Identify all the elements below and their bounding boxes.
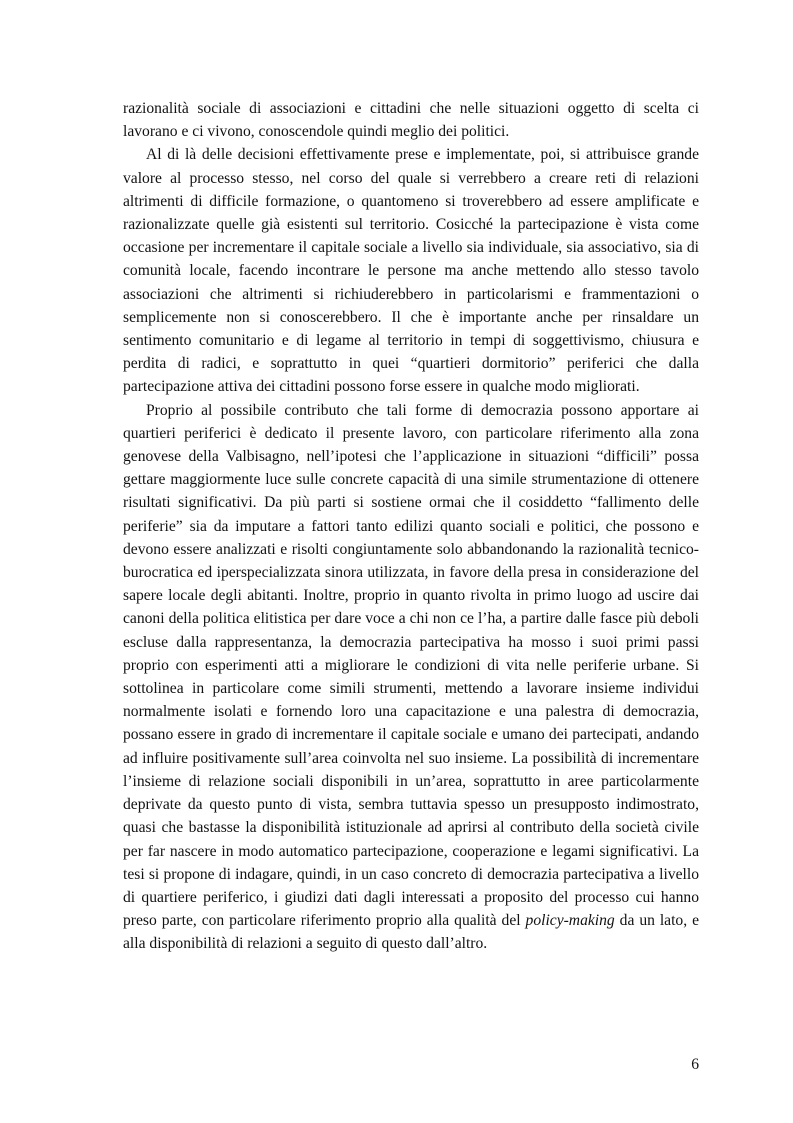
page-number: 6 [691, 1056, 699, 1073]
paragraph-continuation: razionalità sociale di associazioni e cittadini che nelle situazioni oggetto di scelta ci lavorano e ci vivono, conoscendole quindi meglio dei politici. [123, 100, 699, 141]
paragraph-process-value: Al di là delle decisioni effettivamente prese e implementate, poi, si attribuisce grande valore al processo stesso, nel corso del quale si verrebbero a creare reti di relazioni altrimenti di difficile formazione, o quantomeno si troverebbero ad essere amplificate e razionalizzate quelle già esistenti sul territorio. Cosicché la partecipazione è vista come occasione per incrementare il capitale sociale a livello sia individuale, sia associativo, sia di comunità locale, facendo incontrare le persone ma anche mettendo allo stesso tavolo associazioni che altrimenti si richiuderebbero in particolarismi e frammentazioni o semplicemente non si conoscerebbero. Il che è importante anche per rinsaldare un sentimento comunitario e di legame al territorio in tempi di soggettivismo, chiusura e perdita di radici, e soprattutto in quei “quartieri dormitorio” periferici che dalla partecipazione attiva dei cittadini possono forse essere in qualche modo migliorati. [123, 146, 699, 396]
paragraph-thesis-aim [123, 399, 699, 956]
page-body [123, 97, 699, 956]
italic-term: policy-making [525, 912, 615, 930]
paragraph-text-end: da un lato, e alla disponibilità di relazioni a seguito di questo dall’altro. [123, 912, 699, 953]
paragraph-text-start: Proprio al possibile contributo che tali forme di democrazia possono apportare ai quartieri periferici è dedicato il presente lavoro, con particolare riferimento alla zona genovese della Valbisagno, nell’ipotesi che l’applicazione in situazioni “difficili” possa gettare maggiormente luce sulle concrete capacità di una simile strumentazione di ottenere risultati significativi. Da più parti si sostiene ormai che il cosiddetto “fallimento delle periferie” sia da imputare a fattori tanto edilizi quanto sociali e politici, che possono e devono essere analizzati e risolti congiuntamente solo abbandonando la razionalità tecnico-burocratica ed iperspecializzata sinora utilizzata, in favore della presa in considerazione del sapere locale degli abitanti. Inoltre, proprio in quanto rivolta in primo luogo ad uscire dai canoni della politica elitistica per dare voce a chi non ce l’ha, a partire dalle fasce più deboli escluse dalla rappresentanza, la democrazia partecipativa ha mosso i suoi primi passi proprio con esperimenti atti a migliorare le condizioni di vita nelle periferie urbane. Si sottolinea in particolare come simili strumenti, mettendo a lavorare insieme individui normalmente isolati e fornendo loro una capacitazione e una palestra di democrazia, possano essere in grado di incrementare il capitale sociale e umano dei partecipati, andando ad influire positivamente sull’area coinvolta nel suo insieme. La possibilità di incrementare l’insieme di relazione sociali disponibili in un’area, soprattutto in aree particolarmente deprivate da questo punto di vista, sembra tuttavia spesso un presupposto indimostrato, quasi che bastasse la disponibilità istituzionale ad aprirsi al contributo della società civile per far nascere in modo automatico partecipazione, cooperazione e legami significativi. La tesi si propone di indagare, quindi, in un caso concreto di democrazia partecipativa a livello di quartiere periferico, i giudizi dati dagli interessati a proposito del processo cui hanno preso parte, con particolare riferimento proprio alla qualità del [123, 401, 699, 930]
